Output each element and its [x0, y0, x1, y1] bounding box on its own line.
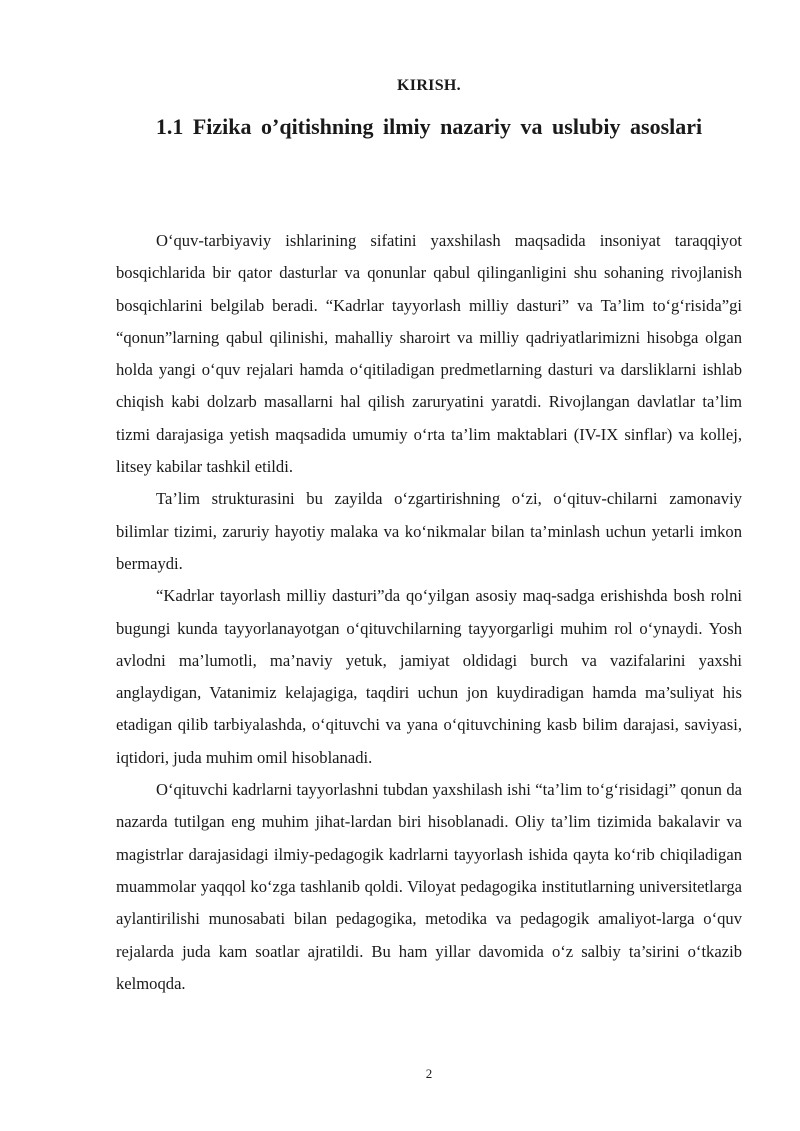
document-page — [116, 0, 742, 1131]
paragraph-1: O‘quv-tarbiyaviy ishlarining sifatini yaxshilash maqsadida insoniyat taraqqiyot bosqichlarida bir qator dasturlar va qonunlar qabul qilinganligini shu sohaning rivojlanish bosqichlarini belgilab beradi. “Kadrlar tayyorlash milliy dasturi” va Ta’lim to‘g‘risida”gi “qonun”larning qabul qilinishi, mahalliy sharoirt va milliy qadriyatlarimizni hisobga olgan holda yangi o‘quv rejalari hamda o‘qitiladigan predmetlarning dasturi va darsliklarni ishlab chiqish kabi dolzarb masallarni hal qilish zaruryatini yaratdi. Rivojlangan davlatlar ta’lim tizmi darajasiga yetish maqsadida umumiy o‘rta ta’lim maktablari (IV-IX sinflar) va kollej, litsey kabilar tashkil etildi. — [116, 231, 742, 477]
body-text — [116, 225, 742, 1000]
paragraph-4: O‘qituvchi kadrlarni tayyorlashni tubdan yaxshilash ishi “ta’lim to‘g‘risidagi” qonun da nazarda tutilgan eng muhim jihat-lardan biri hisoblanadi. Oliy ta’lim tizimida bakalavir va magistrlar darajasidagi ilmiy-pedagogik kadrlarni tayyorlash ishida qayta ko‘rib chiqiladigan muammolar yaqqol ko‘zga tashlanib qoldi. Viloyat pedagogika institutlarning universitetlarga aylantirilishi munosabati bilan pedagogika, metodika va pedagogik amaliyot-larga o‘quv rejalarda juda kam soatlar ajratildi. Bu ham yillar davomida o‘z salbiy ta’sirini o‘tkazib kelmoqda. — [116, 780, 742, 993]
section-intro-heading: KIRISH. — [397, 77, 461, 94]
section-title: 1.1 Fizika o’qitishning ilmiy nazariy va uslubiy asoslari — [155, 114, 703, 139]
paragraph-2: Ta’lim strukturasini bu zayilda o‘zgartirishning o‘zi, o‘qituv-chilarni zamonaviy bilimlar tizimi, zaruriy hayotiy malaka va ko‘nikmalar bilan ta’minlash uchun yetarli imkon bermaydi. — [116, 489, 742, 573]
paragraph-3: “Kadrlar tayorlash milliy dasturi”da qo‘yilgan asosiy maq-sadga erishishda bosh rolni bugungi kunda tayyorlanayotgan o‘qituvchilarning tayyorgarligi muhim rol o‘ynaydi. Yosh avlodni ma’lumotli, ma’naviy yetuk, jamiyat oldidagi burch va vazifalarini yaxshi anglaydigan, Vatanimiz kelajagiga, taqdiri uchun jon kuydiradigan hamda ma’suliyat his etadigan qilib tarbiyalashda, o‘qituvchi va yana o‘qituvchining kasb bilim darajasi, saviyasi, iqtidori, juda muhim omil hisoblanadi. — [116, 586, 742, 767]
page-number: 2 — [425, 1066, 433, 1081]
